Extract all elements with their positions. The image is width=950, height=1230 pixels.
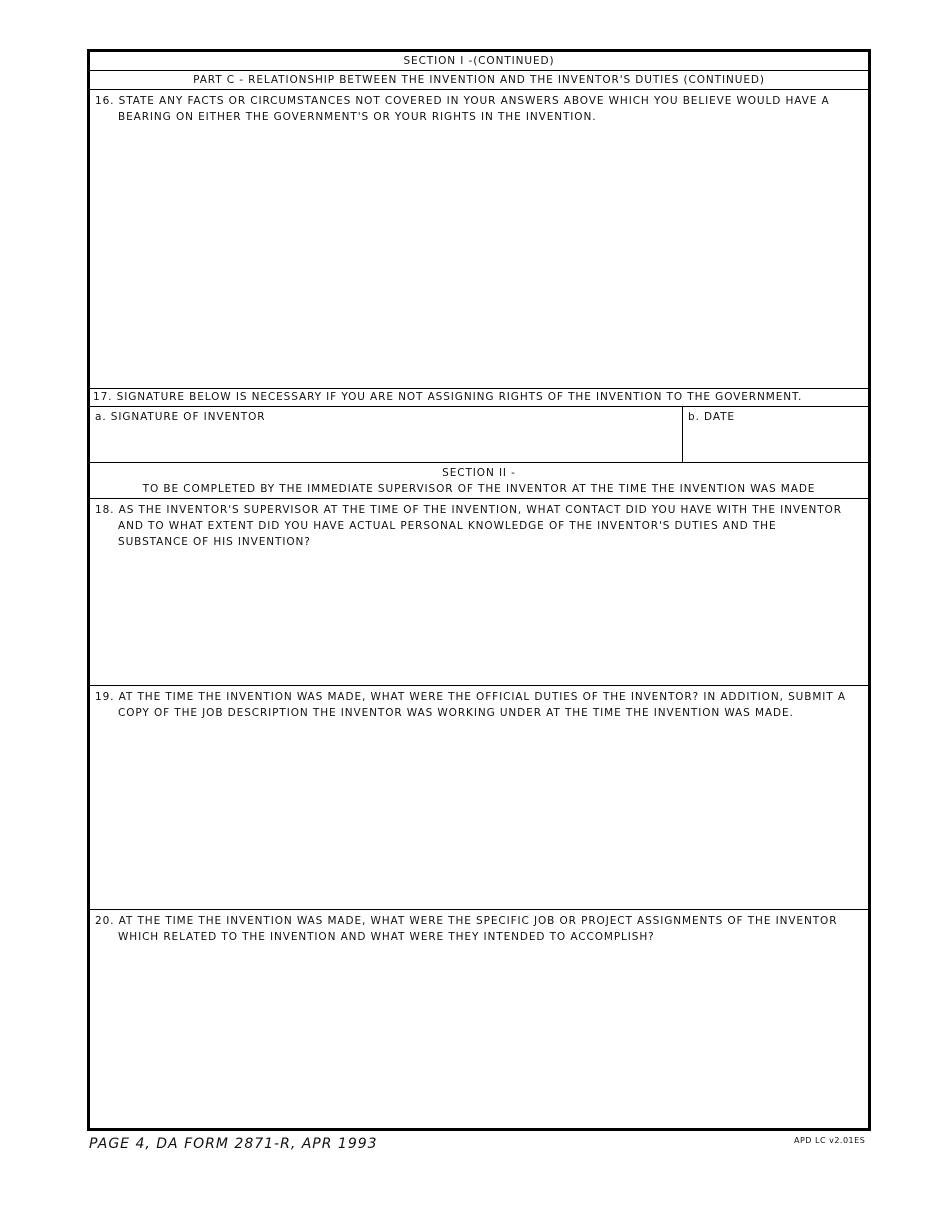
section-1-header: SECTION I -(CONTINUED) <box>90 52 868 71</box>
q20-answer-field[interactable] <box>90 944 868 1128</box>
part-c-header: PART C - RELATIONSHIP BETWEEN THE INVENTION AND THE INVENTOR'S DUTIES (CONTINUED) <box>90 71 868 90</box>
q20-text: WHICH RELATED TO THE INVENTION AND WHAT WERE THEY INTENDED TO ACCOMPLISH? <box>118 931 655 943</box>
question-20 <box>90 910 868 1128</box>
date-label: b. DATE <box>688 411 735 423</box>
q19-text: 19. AT THE TIME THE INVENTION WAS MADE, WHAT WERE THE OFFICIAL DUTIES OF THE INVENTOR? IN ADDITION, SUBMIT A <box>95 691 846 703</box>
question-19 <box>90 686 868 910</box>
section-2-header <box>90 463 868 499</box>
question-18 <box>90 499 868 686</box>
q20-text: 20. AT THE TIME THE INVENTION WAS MADE, WHAT WERE THE SPECIFIC JOB OR PROJECT ASSIGNMENTS OF THE INVENTOR <box>95 915 838 927</box>
q18-text: SUBSTANCE OF HIS INVENTION? <box>118 536 311 548</box>
q18-answer-field[interactable] <box>90 551 868 685</box>
signature-row <box>90 407 868 463</box>
q18-text: AND TO WHAT EXTENT DID YOU HAVE ACTUAL PERSONAL KNOWLEDGE OF THE INVENTOR'S DUTIES AND THE <box>118 520 777 532</box>
version-label: APD LC v2.01ES <box>794 1136 866 1145</box>
q16-text: 16. STATE ANY FACTS OR CIRCUMSTANCES NOT COVERED IN YOUR ANSWERS ABOVE WHICH YOU BELIEVE WOULD HAVE A <box>95 95 830 107</box>
q19-text: COPY OF THE JOB DESCRIPTION THE INVENTOR WAS WORKING UNDER AT THE TIME THE INVENTION WAS MADE. <box>118 707 794 719</box>
form-footer: PAGE 4, DA FORM 2871-R, APR 1993 <box>89 1136 378 1152</box>
date-field[interactable] <box>683 407 868 462</box>
q19-answer-field[interactable] <box>90 720 868 909</box>
section-2-title: SECTION II - <box>442 467 516 479</box>
question-16 <box>90 90 868 389</box>
q16-text: BEARING ON EITHER THE GOVERNMENT'S OR YOUR RIGHTS IN THE INVENTION. <box>118 111 597 123</box>
signature-field[interactable] <box>90 407 683 462</box>
signature-label: a. SIGNATURE OF INVENTOR <box>95 411 266 423</box>
q16-answer-field[interactable] <box>90 124 868 388</box>
q18-text: 18. AS THE INVENTOR'S SUPERVISOR AT THE TIME OF THE INVENTION, WHAT CONTACT DID YOU HAVE WITH THE INVENTOR <box>95 504 842 516</box>
form-frame <box>87 49 871 1131</box>
question-17-label: 17. SIGNATURE BELOW IS NECESSARY IF YOU ARE NOT ASSIGNING RIGHTS OF THE INVENTION TO THE GOVERNMENT. <box>90 389 868 407</box>
section-2-subtitle: TO BE COMPLETED BY THE IMMEDIATE SUPERVISOR OF THE INVENTOR AT THE TIME THE INVENTION WAS MADE <box>142 483 816 495</box>
